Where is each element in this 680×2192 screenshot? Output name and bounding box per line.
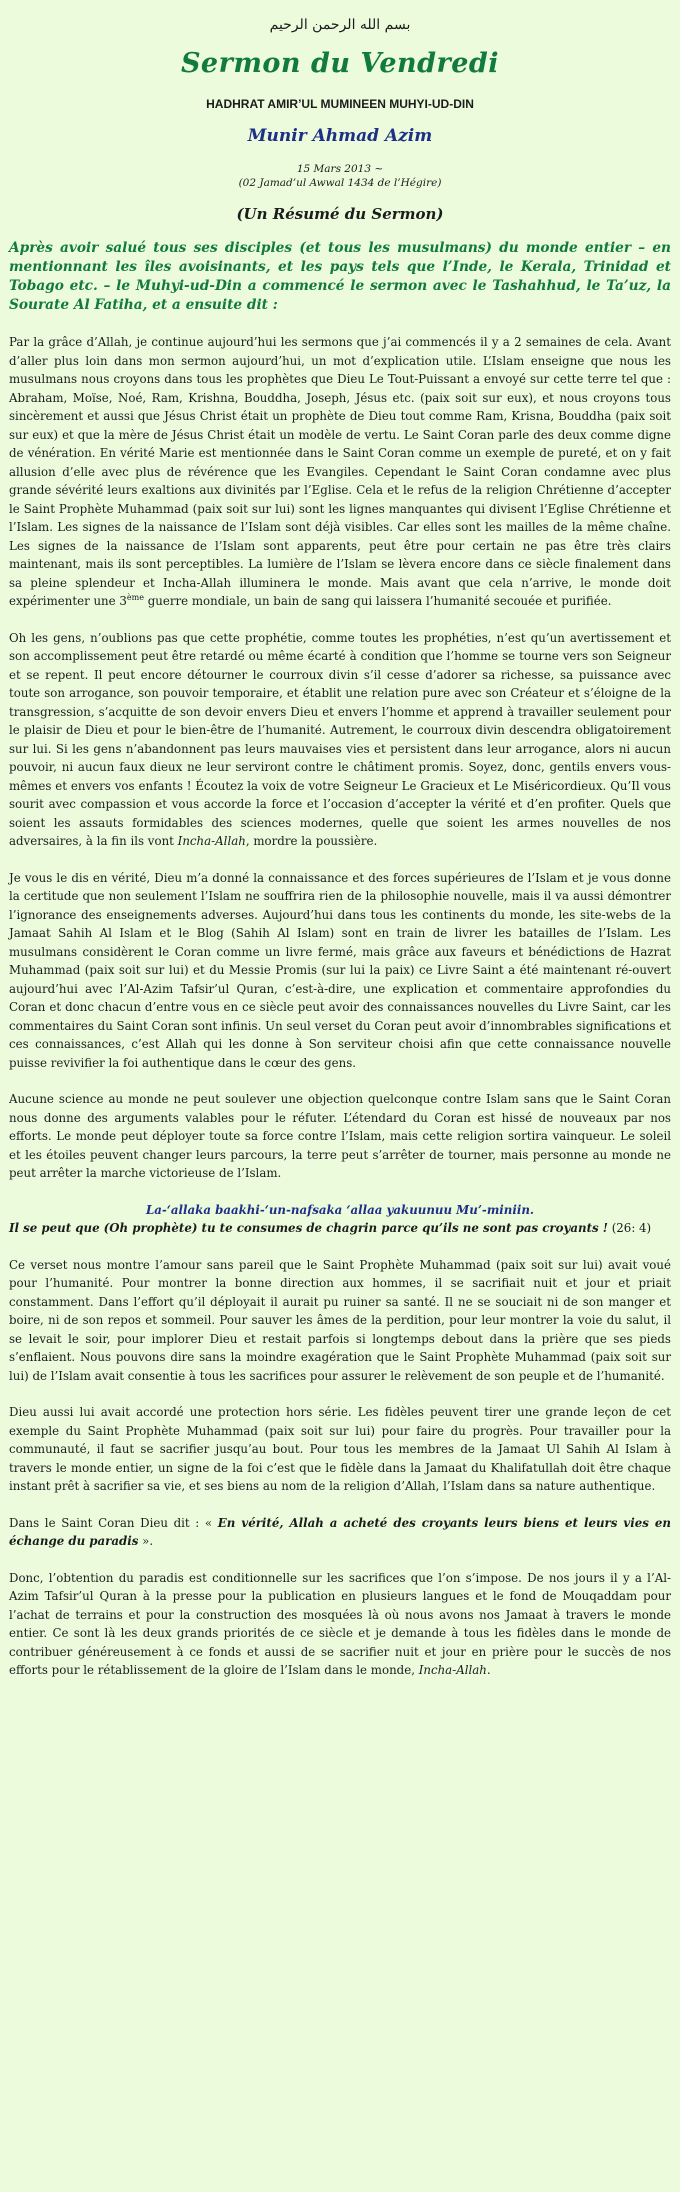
paragraph-8 bbox=[9, 1569, 671, 1680]
paragraph-5: Ce verset nous montre l’amour sans pareil que le Saint Prophète Muhammad (paix soit sur lui) avait voué pour l’humanité. Pour montrer la bonne direction aux hommes, il se sacrifiait nuit et jour et priait constamment. Dans l’effort qu’il déployait il aurait pu ruiner sa santé. Il ne se souciait ni de son manger et boire, ni de son repos et sommeil. Pour sauver les âmes de la perdition, pour leur montrer la voie du salut, il se levait le soir, pour implorer Dieu et restait parfois si longtemps debout dans la prière que ses pieds s’enflaient. Nous pouvons dire sans la moindre exagération que le Saint Prophète Muhammad (paix soit sur lui) de l’Islam avait consentie à tous les sacrifices pour assurer le relèvement de son peuple et de l’humanité. bbox=[9, 1257, 671, 1383]
paragraph-3: Je vous le dis en vérité, Dieu m’a donné la connaissance et des forces supérieures de l’Islam et je vous donne la certitude que non seulement l’Islam ne souffrira rien de la philosophie nouvelle, mais il va aussi démontrer l’ignorance des enseignements adverses. Aujourd’hui dans tous les continents du monde, les site-webs de la Jamaat Sahih Al Islam et le Blog (Sahih Al Islam) sont en train de livrer les batailles de l’Islam. Les musulmans considèrent le Coran comme un livre fermé, mais grâce aux faveurs et bénédictions de Hazrat Muhammad (paix soit sur lui) et du Messie Promis (sur lui la paix) ce Livre Saint a été maintenant ré-ouvert aujourd’hui avec l’Al-Azim Tafsir’ul Quran, c’est-à-dire, une explication et commentaire approfondies du Coran et donc chacun d’entre vous en ce siècle peut avoir des connaissances nouvelles du Livre Saint, car les commentaires du Saint Coran sont infinis. Un seul verset du Coran peut avoir d’innombrables significations et ces connaissances, c’est Allah qui les donne à Son serviteur choisi afin que cette connaissance nouvelle puisse revivifier la foi authentique dans le cœur des gens. bbox=[9, 870, 671, 1070]
ordinal-suffix: ème bbox=[126, 593, 144, 603]
paragraph-7-text: Dans le Saint Coran Dieu dit : « bbox=[9, 1515, 218, 1530]
sermon-date bbox=[9, 162, 671, 190]
incha-allah-emphasis: Incha-Allah bbox=[177, 834, 246, 848]
quran-quote: En vérité, Allah a acheté des croyants leurs biens et leurs vies en échange du paradis bbox=[9, 1515, 671, 1548]
paragraph-1-text: Par la grâce d’Allah, je continue aujourd’hui les sermons que j’ai commencés il y a 2 semaines de cela. Avant d’aller plus loin dans mon sermon aujourd’hui, un mot d’explication utile. L’Islam enseigne que nous les musulmans nous croyons dans tous les prophètes que Dieu Le Tout-Puissant a envoyé sur cette terre tel que : Abraham, Moïse, Noé, Ram, Krishna, Bouddha, Joseph, Jésus etc. (paix soit sur eux), et nous croyons tous sincèrement et aussi que Jésus Christ était un prophète de Dieu tout comme Ram, Krisna, Bouddha (paix soit sur eux) et que la mère de Jésus Christ était un modèle de vertu. Le Saint Coran parle des deux comme digne de vénération. En vérité Marie est mentionnée dans le Saint Coran comme un exemple de pureté, et on y fait allusion d’elle avec plus de révérence que les Evangiles. Cependant le Saint Coran condamne avec plus grande sévérité leurs exaltions aux divinités par l’Eglise. Cela et le refus de la religion Chrétienne d’accepter le Saint Prophète Muhammad (paix soit sur lui) sont les lignes manquantes qui divisent l’Eglise Chrétienne et l’Islam. Les signes de la naissance de l’Islam sont déjà visibles. Car elles sont les mailles de la même chaîne. Les signes de la naissance de l’Islam sont apparents, peut être pour certain ne pas être très clairs maintenant, mais ils sont perceptibles. La lumière de l’Islam se lèvera encore dans ce siècle finalement dans sa pleine splendeur et Incha-Allah illuminera le monde. Mais avant que cela n’arrive, le monde doit expérimenter une 3 bbox=[9, 335, 671, 608]
bismillah-calligraphy: بسم الله الرحمن الرحيم bbox=[269, 17, 411, 33]
date-hijri: (02 Jamad’ul Awwal 1434 de l’Hégire) bbox=[238, 177, 442, 189]
paragraph-1 bbox=[9, 333, 671, 611]
paragraph-7-text-end: ». bbox=[138, 1534, 154, 1548]
paragraph-6: Dieu aussi lui avait accordé une protection hors série. Les fidèles peuvent tirer une grande leçon de cet exemple du Saint Prophète Muhammad (paix soit sur lui) pour faire du progrès. Pour travailler pour la communauté, il faut se sacrifier jusqu’au bout. Pour tous les membres de la Jamaat Ul Sahih Al Islam à travers le monde entier, un signe de la foi c’est que le fidèle dans la Jamaat du Khalifatullah doit être chaque instant prêt à sacrifier sa vie, et ses biens au nom de la religion d’Allah, l’Islam dans sa nature authentique. bbox=[9, 1405, 671, 1493]
intro-paragraph: Après avoir salué tous ses disciples (et tous les musulmans) du monde entier – en mentionnant les îles avoisinants, et les pays tels que l’Inde, le Kerala, Trinidad et Tobago etc. – le Muhyi-ud-Din a commencé le sermon avec le Tashahhud, le Ta’uz, la Sourate Al Fatiha, et a ensuite dit : bbox=[9, 240, 671, 313]
paragraph-8-text: Donc, l’obtention du paradis est conditionnelle sur les sacrifices que l’on s’impose. De nos jours il y a l’Al-Azim Tafsir’ul Quran à la presse pour la publication en plusieurs langues et le fond de Mouqaddam pour l’achat de terrains et pour la construction des mosquées là où nous avons nos Jamaat à travers le monde entier. Ce sont là les deux grands priorités de ce siècle et je demande à tous les fidèles dans le monde de contribuer généreusement à ce fonds et aussi de se sacrifier nuit et jour en prière pour le succès de nos efforts pour le rétablissement de la gloire de l’Islam dans le monde, bbox=[9, 1570, 671, 1677]
author-name: Munir Ahmad Azim bbox=[247, 126, 433, 146]
verse-transliteration: La-‘allaka baakhi-‘un-nafsaka ‘allaa yakuunuu Mu’-miniin. bbox=[145, 1202, 535, 1217]
verse-translation: Il se peut que (Oh prophète) tu te consumes de chagrin parce qu’ils ne sont pas croyants ! bbox=[9, 1221, 608, 1235]
incha-allah-closing: Incha-Allah bbox=[418, 1663, 487, 1677]
paragraph-2-text: Oh les gens, n’oublions pas que cette prophétie, comme toutes les prophéties, n’est qu’un avertissement et son accomplissement peut être retardé ou même écarté à condition que l’homme se tourne vers son Seigneur et se repent. Il peut encore détourner le courroux divin s’il cesse d’adorer sa richesse, sa puissance avec toute son arrogance, son pouvoir temporaire, et établit une relation pure avec son Créateur et s’éloigne de la transgression, s’acquitte de son devoir envers Dieu et envers l’homme et apprend à travailler seulement pour le plaisir de Dieu et pour le bien-être de l’humanité. Autrement, le courroux divin descendra obligatoirement sur lui. Si les gens n’abandonnent pas leurs mauvaises vies et persistent dans leur arrogance, alors ni aucun pouvoir, ni aucun faux dieux ne leur serviront contre le châtiment promis. Soyez, donc, gentils envers vous-mêmes et envers vos enfants ! Écoutez la voix de votre Seigneur Le Gracieux et Le Miséricordieux. Qu’Il vous sourit avec compassion et vous accorde la force et l’occasion d’accepter la vérité et d’en profiter. Quels que soient les assauts formidables des sciences modernes, quelle que soient les armes nouvelles de nos adversaires, à la fin ils vont bbox=[9, 630, 671, 848]
paragraph-2-text-end: , mordre la poussière. bbox=[245, 834, 378, 848]
page-title: Sermon du Vendredi bbox=[180, 48, 500, 79]
khalifa-name: HADHRAT AMIR’UL MUMINEEN MUHYI-UD-DIN bbox=[206, 97, 474, 111]
paragraph-7 bbox=[9, 1514, 671, 1551]
paragraph-4: Aucune science au monde ne peut soulever une objection quelconque contre Islam sans que le Saint Coran nous donne des arguments valables pour le réfuter. L’étendard du Coran est hissé de nouveaux par nos efforts. Le monde peut déployer toute sa force contre l’Islam, mais cette religion sortira vainqueur. Le soleil et les étoiles peuvent changer leurs parcours, la terre peut s’arrêter de tourner, mais personne au monde ne peut arrêter la marche victorieuse de l’Islam. bbox=[9, 1092, 671, 1180]
paragraph-2 bbox=[9, 629, 671, 851]
verse-reference: (26: 4) bbox=[607, 1221, 652, 1235]
paragraph-8-text-end: . bbox=[486, 1663, 491, 1677]
quran-verse bbox=[9, 1201, 671, 1238]
verse-translation-line bbox=[9, 1219, 671, 1238]
paragraph-1-text-end: guerre mondiale, un bain de sang qui laissera l’humanité secouée et purifiée. bbox=[143, 594, 612, 608]
date-gregorian: 15 Mars 2013 ~ bbox=[296, 163, 384, 175]
summary-subtitle: (Un Résumé du Sermon) bbox=[236, 205, 444, 223]
